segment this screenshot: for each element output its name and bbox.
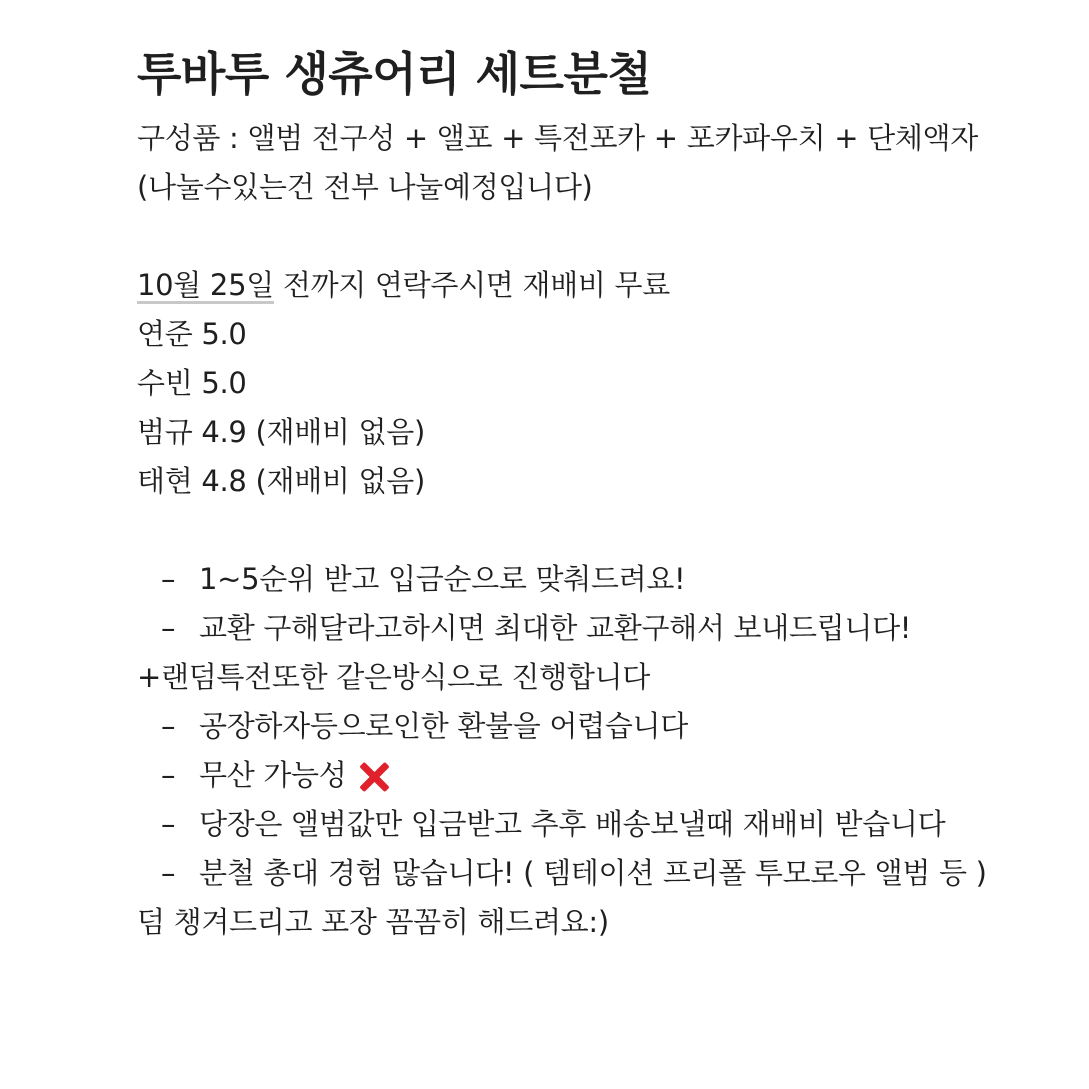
list-item xyxy=(137,555,1037,604)
spacer xyxy=(137,212,1037,261)
deadline-date[interactable]: 10월 25일 xyxy=(137,268,274,302)
bullet-dash: – xyxy=(161,709,176,743)
deadline-line xyxy=(137,261,1037,310)
share-note: (나눌수있는건 전부 나눌예정입니다) xyxy=(137,170,593,204)
cross-mark-icon xyxy=(357,759,391,793)
bullet-dash: – xyxy=(161,807,176,841)
bullet-dash: – xyxy=(161,611,176,645)
price-beomgyu: 범규 4.9 (재배비 없음) xyxy=(137,415,426,449)
bullet-dash: – xyxy=(161,758,176,792)
page-title: 투바투 생츄어리 세트분철 xyxy=(137,47,652,101)
list-item-text: 분철 총대 경험 많습니다! ( 템테이션 프리폴 투모로우 앨범 등 ) xyxy=(199,856,987,890)
random-note: +랜덤특전또한 같은방식으로 진행합니다 xyxy=(137,660,650,694)
deadline-text: 전까지 연락주시면 재배비 무료 xyxy=(273,268,670,302)
note-body xyxy=(137,38,1037,947)
price-taehyun: 태현 4.8 (재배비 없음) xyxy=(137,464,426,498)
list-item xyxy=(137,849,1037,898)
list-item-text: 1~5순위 받고 입금순으로 맞춰드려요! xyxy=(199,562,686,596)
spacer xyxy=(137,506,1037,555)
price-soobin: 수빈 5.0 xyxy=(137,366,247,400)
list-item-text: 공장하자등으로인한 환불을 어렵습니다 xyxy=(199,709,688,743)
closing-line: 덤 챙겨드리고 포장 꼼꼼히 해드려요:) xyxy=(137,905,609,939)
list-item xyxy=(137,751,1037,800)
bullet-dash: – xyxy=(161,856,176,890)
list-item-text: 당장은 앨범값만 입금받고 추후 배송보낼때 재배비 받습니다 xyxy=(199,807,946,841)
bullet-dash: – xyxy=(161,562,176,596)
price-yeonjun: 연준 5.0 xyxy=(137,317,247,351)
list-item-text: 무산 가능성 xyxy=(199,758,347,792)
list-item-text: 교환 구해달라고하시면 최대한 교환구해서 보내드립니다! xyxy=(199,611,912,645)
components-line: 구성품 : 앨범 전구성 + 앨포 + 특전포카 + 포카파우치 + 단체액자 xyxy=(137,121,978,155)
list-item xyxy=(137,702,1037,751)
list-item xyxy=(137,800,1037,849)
list-item xyxy=(137,604,1037,653)
